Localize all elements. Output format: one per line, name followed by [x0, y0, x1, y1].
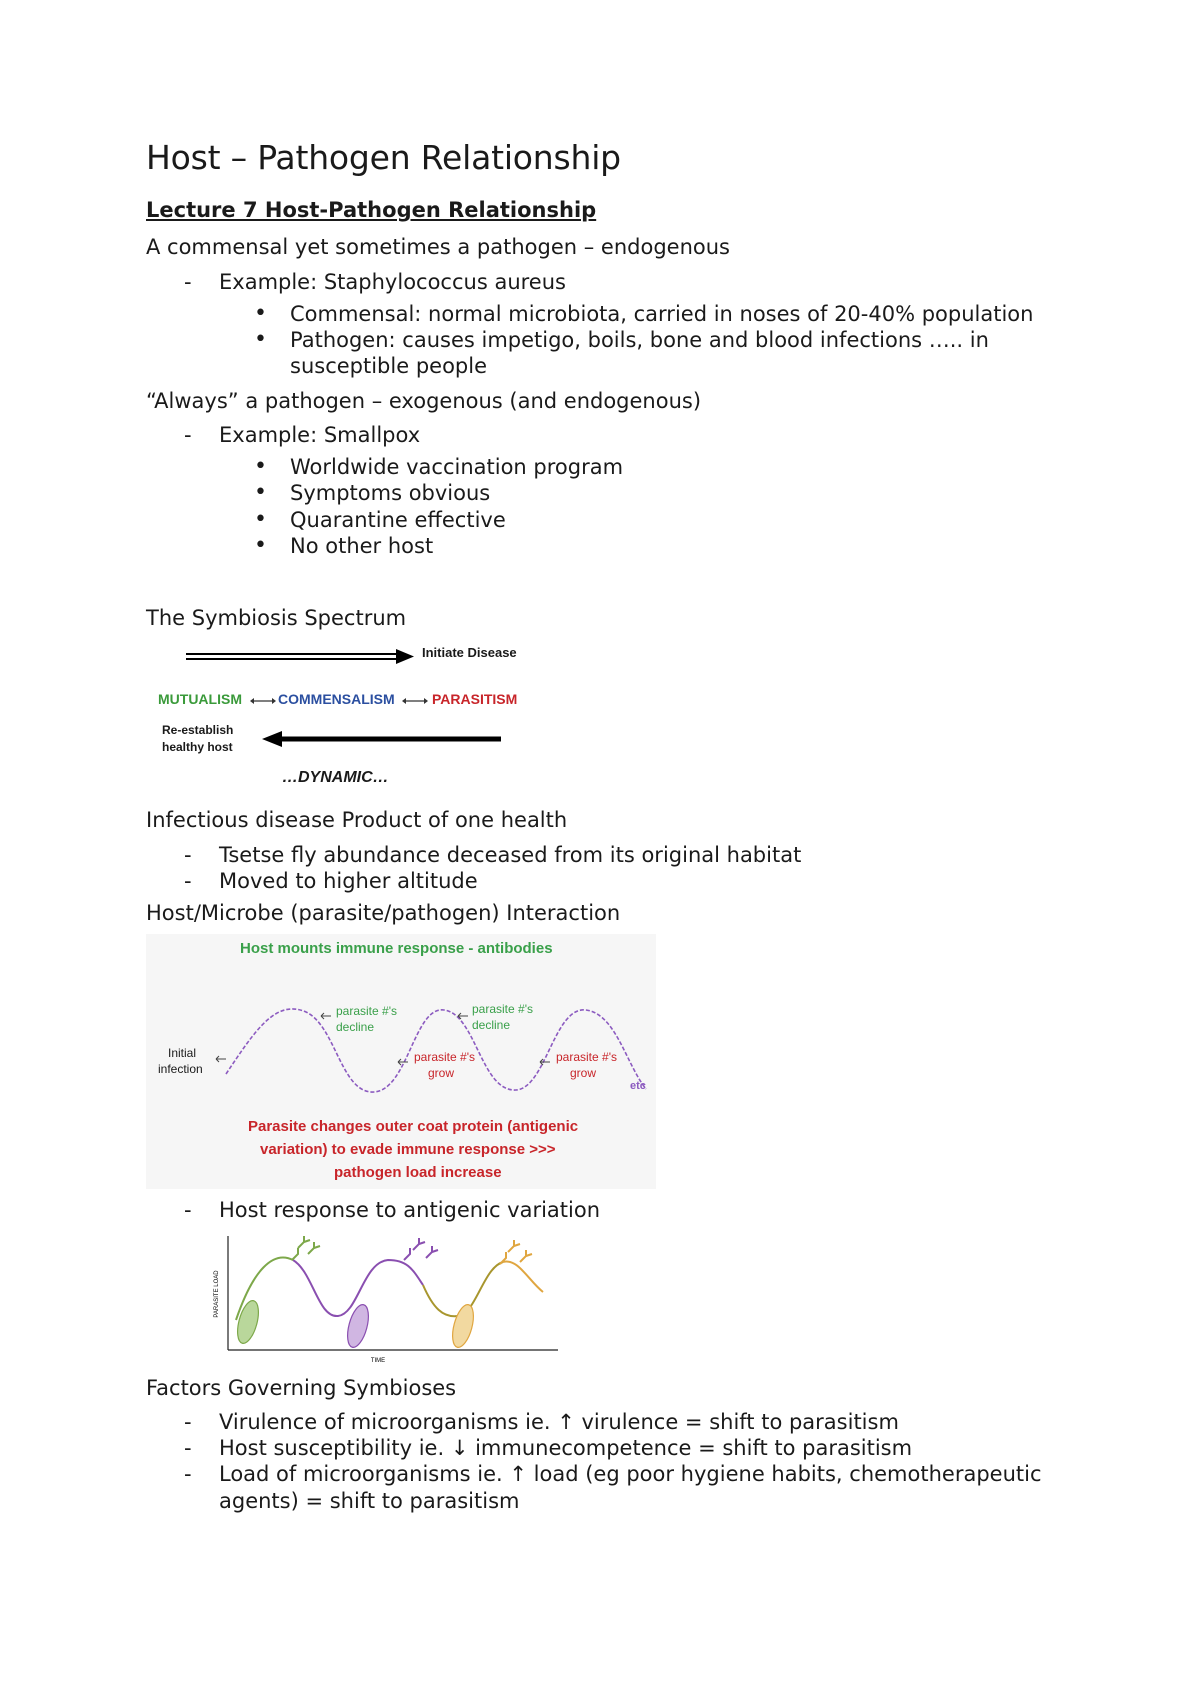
parasitism-label: PARASITISM: [432, 691, 518, 708]
reestablish-arrow: [262, 731, 501, 747]
always-heading: “Always” a pathogen – exogenous (and endogenous): [146, 388, 702, 413]
antibody-icons: [292, 1236, 532, 1264]
list-item: • No other host: [254, 533, 1086, 559]
commensalism-label: COMMENSALISM: [278, 691, 395, 708]
list-item: - Host susceptibility ie. ↓ immunecompetence = shift to parasitism: [146, 1435, 1086, 1461]
immune-response-header: Host mounts immune response - antibodies: [240, 940, 553, 958]
decline-label-b2: decline: [472, 1018, 511, 1033]
footer-line-3: pathogen load increase: [334, 1164, 502, 1182]
decline-label-a1: parasite #'s: [336, 1004, 397, 1019]
decline-label-b1: parasite #'s: [472, 1002, 533, 1017]
list-item: • Quarantine effective: [254, 507, 1086, 533]
always-list: [146, 422, 1086, 448]
initiate-disease-label: Initiate Disease: [422, 645, 517, 661]
document-page: [146, 140, 1086, 1520]
factors-list: [146, 1409, 1086, 1514]
list-item: - Example: Smallpox: [146, 422, 1086, 448]
mutualism-label: MUTUALISM: [158, 691, 242, 708]
reestablish-label-2: healthy host: [162, 740, 233, 755]
list-item: - Moved to higher altitude: [146, 868, 1086, 894]
grow-label-a2: grow: [428, 1066, 455, 1081]
wave-orange: [503, 1261, 543, 1291]
grow-label-b2: grow: [570, 1066, 597, 1081]
list-item: • Worldwide vaccination program: [254, 454, 1086, 480]
initial-label-1: Initial: [168, 1046, 197, 1061]
symbiosis-spectrum-figure: [146, 639, 526, 799]
x-axis-label: TIME: [370, 1357, 386, 1364]
commensal-list: [146, 269, 1086, 295]
footer-line-2: variation) to evade immune response >>>: [260, 1141, 556, 1159]
symbiosis-heading: The Symbiosis Spectrum: [146, 606, 407, 631]
y-axis-label: PARASITE LOAD: [214, 1269, 220, 1318]
initial-label-2: infection: [158, 1062, 203, 1077]
list-item: - Tsetse fly abundance deceased from its original habitat: [146, 842, 1086, 868]
etc-label: etc: [630, 1080, 646, 1093]
parasite-cells: [234, 1298, 478, 1349]
commensal-bullets: [146, 301, 1086, 380]
antigenic-variation-svg: [208, 1230, 628, 1365]
grow-label-b1: parasite #'s: [556, 1050, 617, 1065]
infectious-heading: Infectious disease Product of one health: [146, 808, 568, 833]
decline-label-a2: decline: [336, 1020, 375, 1035]
commensal-heading: A commensal yet sometimes a pathogen – endogenous: [146, 235, 730, 260]
list-item: - Host response to antigenic variation: [146, 1197, 1086, 1223]
list-item: - Example: Staphylococcus aureus: [146, 269, 1086, 295]
list-item: - Virulence of microorganisms ie. ↑ virulence = shift to parasitism: [146, 1409, 1086, 1435]
document-title: Host – Pathogen Relationship: [146, 138, 621, 177]
list-item: • Pathogen: causes impetigo, boils, bone and blood infections ….. in susceptible people: [254, 327, 1086, 380]
host-response-list: [146, 1197, 1086, 1223]
infectious-list: [146, 842, 1086, 895]
list-item: • Symptoms obvious: [254, 480, 1086, 506]
interaction-figure: [146, 934, 656, 1189]
grow-label-a1: parasite #'s: [414, 1050, 475, 1065]
always-bullets: [146, 454, 1086, 559]
list-item: • Commensal: normal microbiota, carried in noses of 20-40% population: [254, 301, 1086, 327]
reestablish-label-1: Re-establish: [162, 723, 234, 738]
factors-heading: Factors Governing Symbioses: [146, 1375, 457, 1400]
interaction-heading: Host/Microbe (parasite/pathogen) Interaction: [146, 901, 621, 926]
dynamic-label: …DYNAMIC…: [282, 769, 389, 787]
footer-line-1: Parasite changes outer coat protein (antigenic: [248, 1118, 579, 1136]
lecture-heading: Lecture 7 Host-Pathogen Relationship: [146, 198, 597, 223]
list-item: - Load of microorganisms ie. ↑ load (eg poor hygiene habits, chemotherapeutic agents) = shift to parasitism: [146, 1461, 1086, 1514]
antigenic-variation-figure: [208, 1230, 628, 1365]
initiate-arrow: [186, 649, 414, 664]
